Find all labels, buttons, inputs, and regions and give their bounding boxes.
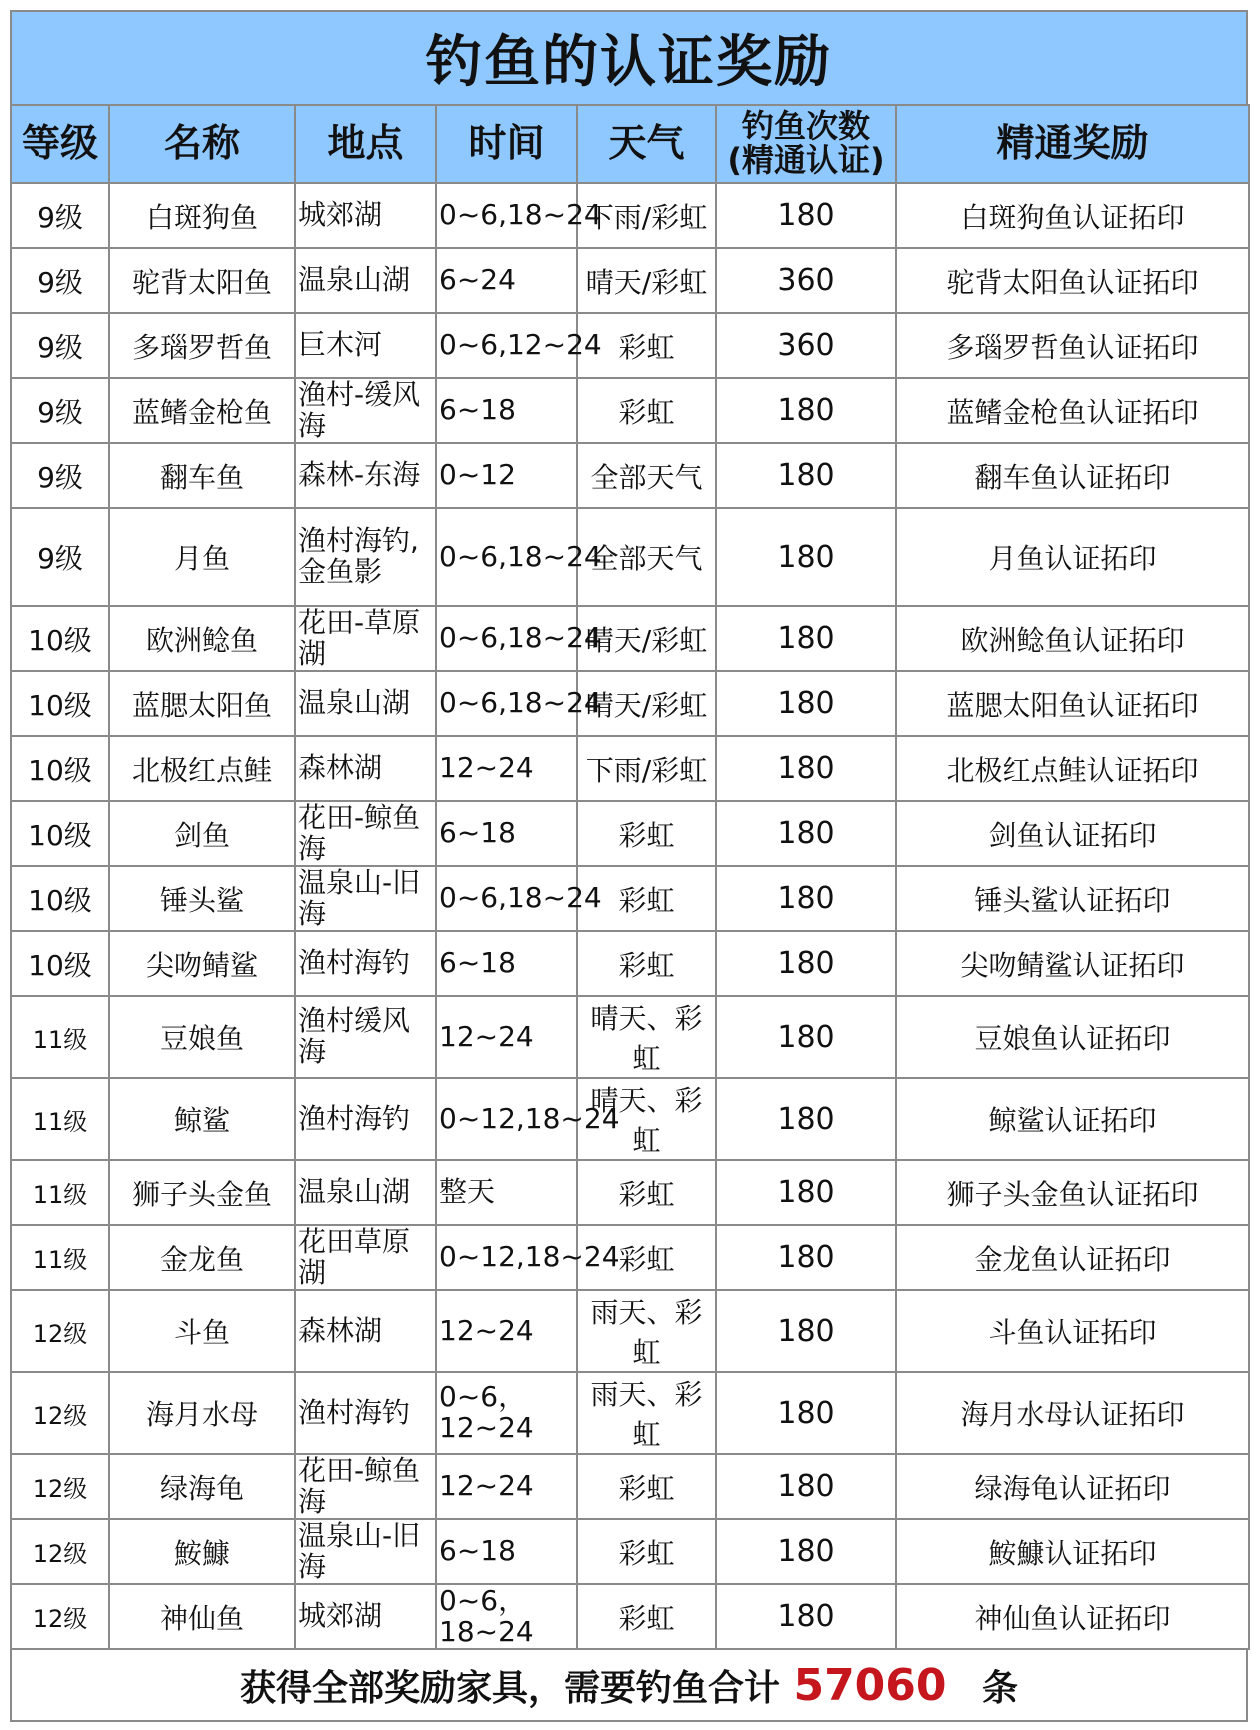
- cell-name: 翻车鱼: [109, 443, 295, 508]
- cell-location: 渔村海钓: [295, 931, 436, 996]
- cell-weather: 彩虹: [577, 801, 716, 866]
- cell-level: 11级: [11, 1225, 109, 1290]
- cell-weather: 全部天气: [577, 508, 716, 606]
- cell-reward: 神仙鱼认证拓印: [896, 1584, 1249, 1649]
- cell-count: 180: [716, 183, 896, 248]
- cell-weather: 彩虹: [577, 1454, 716, 1519]
- cell-weather: 彩虹: [577, 1160, 716, 1225]
- cell-time: 6~18: [436, 378, 577, 443]
- cell-name: 狮子头金鱼: [109, 1160, 295, 1225]
- header-count-line2: (精通认证): [727, 141, 885, 179]
- table-row: [11, 1454, 1249, 1519]
- cell-weather: 晴天/彩虹: [577, 606, 716, 671]
- cell-count: 180: [716, 736, 896, 801]
- cell-time: 0~6,18~24: [436, 671, 577, 736]
- cell-time: 整天: [436, 1160, 577, 1225]
- cell-location: 森林湖: [295, 1290, 436, 1372]
- cell-level: 9级: [11, 313, 109, 378]
- cell-time: 6~18: [436, 1519, 577, 1584]
- reward-sheet: [10, 10, 1248, 1722]
- cell-count: 180: [716, 606, 896, 671]
- cell-name: 北极红点鲑: [109, 736, 295, 801]
- header-name: 名称: [109, 105, 295, 183]
- cell-count: 180: [716, 1584, 896, 1649]
- cell-time: 0~6,18~24: [436, 606, 577, 671]
- table-row: [11, 606, 1249, 671]
- cell-weather: 彩虹: [577, 866, 716, 931]
- cell-name: 绿海龟: [109, 1454, 295, 1519]
- table-row: [11, 996, 1249, 1078]
- cell-weather: 彩虹: [577, 313, 716, 378]
- header-reward: 精通奖励: [896, 105, 1249, 183]
- cell-count: 360: [716, 313, 896, 378]
- cell-reward: 翻车鱼认证拓印: [896, 443, 1249, 508]
- table-row: [11, 1290, 1249, 1372]
- cell-reward: 蓝鳍金枪鱼认证拓印: [896, 378, 1249, 443]
- cell-weather: 彩虹: [577, 378, 716, 443]
- cell-location: 花田-鲸鱼海: [295, 1454, 436, 1519]
- cell-count: 180: [716, 866, 896, 931]
- table-body: [11, 183, 1249, 1649]
- cell-name: 剑鱼: [109, 801, 295, 866]
- cell-level: 10级: [11, 801, 109, 866]
- cell-location: 渔村海钓: [295, 1372, 436, 1454]
- cell-count: 180: [716, 1454, 896, 1519]
- cell-name: 斗鱼: [109, 1290, 295, 1372]
- cell-time: 0~6,12~24: [436, 313, 577, 378]
- cell-weather: 晴天/彩虹: [577, 248, 716, 313]
- cell-level: 12级: [11, 1454, 109, 1519]
- cell-name: 尖吻鲭鲨: [109, 931, 295, 996]
- cell-level: 9级: [11, 508, 109, 606]
- cell-reward: 月鱼认证拓印: [896, 508, 1249, 606]
- reward-table: [10, 104, 1250, 1650]
- header-time: 时间: [436, 105, 577, 183]
- cell-location: 花田-鲸鱼海: [295, 801, 436, 866]
- cell-location: 渔村海钓,金鱼影: [295, 508, 436, 606]
- header-weather: 天气: [577, 105, 716, 183]
- cell-location: 森林-东海: [295, 443, 436, 508]
- cell-level: 10级: [11, 931, 109, 996]
- summary-unit: 条: [982, 1667, 1019, 1709]
- cell-location: 城郊湖: [295, 183, 436, 248]
- cell-reward: 白斑狗鱼认证拓印: [896, 183, 1249, 248]
- cell-weather: 下雨/彩虹: [577, 736, 716, 801]
- cell-location: 城郊湖: [295, 1584, 436, 1649]
- cell-count: 180: [716, 1372, 896, 1454]
- header-row: [11, 105, 1249, 183]
- cell-reward: 鮟鱇认证拓印: [896, 1519, 1249, 1584]
- cell-level: 10级: [11, 866, 109, 931]
- table-row: [11, 378, 1249, 443]
- cell-weather: 全部天气: [577, 443, 716, 508]
- cell-time: 12~24: [436, 996, 577, 1078]
- cell-count: 180: [716, 1078, 896, 1160]
- summary-label: 获得全部奖励家具，需要钓鱼合计: [239, 1667, 780, 1709]
- cell-time: 0~6，12~24: [436, 1372, 577, 1454]
- table-row: [11, 1584, 1249, 1649]
- cell-time: 12~24: [436, 1454, 577, 1519]
- cell-name: 鮟鱇: [109, 1519, 295, 1584]
- cell-level: 9级: [11, 443, 109, 508]
- cell-time: 6~18: [436, 801, 577, 866]
- table-row: [11, 183, 1249, 248]
- cell-name: 欧洲鲶鱼: [109, 606, 295, 671]
- cell-level: 12级: [11, 1584, 109, 1649]
- cell-reward: 欧洲鲶鱼认证拓印: [896, 606, 1249, 671]
- cell-level: 10级: [11, 606, 109, 671]
- table-row: [11, 508, 1249, 606]
- cell-level: 11级: [11, 996, 109, 1078]
- cell-time: 0~6,18~24: [436, 183, 577, 248]
- cell-level: 11级: [11, 1160, 109, 1225]
- cell-time: 12~24: [436, 736, 577, 801]
- cell-count: 180: [716, 801, 896, 866]
- cell-weather: 晴天、彩虹: [577, 1078, 716, 1160]
- cell-weather: 下雨/彩虹: [577, 183, 716, 248]
- cell-time: 0~12,18~24: [436, 1078, 577, 1160]
- cell-name: 月鱼: [109, 508, 295, 606]
- cell-time: 0~12: [436, 443, 577, 508]
- table-row: [11, 1519, 1249, 1584]
- cell-reward: 北极红点鲑认证拓印: [896, 736, 1249, 801]
- table-row: [11, 801, 1249, 866]
- cell-name: 锤头鲨: [109, 866, 295, 931]
- cell-count: 180: [716, 508, 896, 606]
- cell-count: 180: [716, 671, 896, 736]
- table-row: [11, 736, 1249, 801]
- cell-time: 6~18: [436, 931, 577, 996]
- cell-weather: 彩虹: [577, 1519, 716, 1584]
- header-location: 地点: [295, 105, 436, 183]
- cell-reward: 海月水母认证拓印: [896, 1372, 1249, 1454]
- cell-weather: 彩虹: [577, 1225, 716, 1290]
- cell-weather: 晴天/彩虹: [577, 671, 716, 736]
- cell-reward: 金龙鱼认证拓印: [896, 1225, 1249, 1290]
- cell-location: 渔村海钓: [295, 1078, 436, 1160]
- cell-name: 蓝鳍金枪鱼: [109, 378, 295, 443]
- cell-count: 180: [716, 1225, 896, 1290]
- cell-count: 180: [716, 1519, 896, 1584]
- cell-count: 180: [716, 378, 896, 443]
- cell-weather: 雨天、彩虹: [577, 1290, 716, 1372]
- cell-count: 180: [716, 931, 896, 996]
- cell-location: 渔村-缓风海: [295, 378, 436, 443]
- cell-level: 11级: [11, 1078, 109, 1160]
- cell-name: 鲸鲨: [109, 1078, 295, 1160]
- cell-weather: 雨天、彩虹: [577, 1372, 716, 1454]
- cell-weather: 彩虹: [577, 931, 716, 996]
- table-row: [11, 1372, 1249, 1454]
- page-title: 钓鱼的认证奖励: [10, 10, 1248, 104]
- cell-level: 12级: [11, 1290, 109, 1372]
- cell-reward: 锤头鲨认证拓印: [896, 866, 1249, 931]
- cell-reward: 剑鱼认证拓印: [896, 801, 1249, 866]
- cell-reward: 驼背太阳鱼认证拓印: [896, 248, 1249, 313]
- cell-time: 12~24: [436, 1290, 577, 1372]
- cell-time: 0~6,18~24: [436, 866, 577, 931]
- header-count-line1: 钓鱼次数: [741, 107, 870, 146]
- cell-name: 海月水母: [109, 1372, 295, 1454]
- table-row: [11, 671, 1249, 736]
- cell-location: 花田-草原湖: [295, 606, 436, 671]
- cell-location: 温泉山湖: [295, 671, 436, 736]
- cell-reward: 绿海龟认证拓印: [896, 1454, 1249, 1519]
- cell-count: 180: [716, 1290, 896, 1372]
- cell-location: 渔村缓风海: [295, 996, 436, 1078]
- cell-location: 花田草原湖: [295, 1225, 436, 1290]
- cell-location: 森林湖: [295, 736, 436, 801]
- header-level: 等级: [11, 105, 109, 183]
- cell-location: 巨木河: [295, 313, 436, 378]
- cell-time: 0~6，18~24: [436, 1584, 577, 1649]
- cell-name: 驼背太阳鱼: [109, 248, 295, 313]
- cell-time: 0~6,18~24: [436, 508, 577, 606]
- cell-reward: 豆娘鱼认证拓印: [896, 996, 1249, 1078]
- cell-reward: 斗鱼认证拓印: [896, 1290, 1249, 1372]
- cell-weather: 晴天、彩虹: [577, 996, 716, 1078]
- cell-location: 温泉山湖: [295, 1160, 436, 1225]
- cell-reward: 尖吻鲭鲨认证拓印: [896, 931, 1249, 996]
- cell-count: 360: [716, 248, 896, 313]
- cell-level: 10级: [11, 736, 109, 801]
- cell-reward: 蓝腮太阳鱼认证拓印: [896, 671, 1249, 736]
- cell-level: 9级: [11, 378, 109, 443]
- cell-level: 9级: [11, 248, 109, 313]
- cell-name: 多瑙罗哲鱼: [109, 313, 295, 378]
- cell-level: 9级: [11, 183, 109, 248]
- cell-name: 白斑狗鱼: [109, 183, 295, 248]
- cell-count: 180: [716, 1160, 896, 1225]
- table-row: [11, 1160, 1249, 1225]
- cell-reward: 多瑙罗哲鱼认证拓印: [896, 313, 1249, 378]
- cell-time: 0~12,18~24: [436, 1225, 577, 1290]
- cell-level: 12级: [11, 1372, 109, 1454]
- table-row: [11, 1225, 1249, 1290]
- table-row: [11, 931, 1249, 996]
- table-row: [11, 313, 1249, 378]
- header-count: [716, 105, 896, 183]
- cell-count: 180: [716, 996, 896, 1078]
- cell-name: 神仙鱼: [109, 1584, 295, 1649]
- summary-footer: [10, 1650, 1248, 1722]
- cell-reward: 鲸鲨认证拓印: [896, 1078, 1249, 1160]
- summary-total: 57060: [793, 1659, 947, 1711]
- cell-level: 12级: [11, 1519, 109, 1584]
- cell-location: 温泉山-旧海: [295, 1519, 436, 1584]
- cell-name: 金龙鱼: [109, 1225, 295, 1290]
- cell-weather: 彩虹: [577, 1584, 716, 1649]
- cell-count: 180: [716, 443, 896, 508]
- cell-time: 6~24: [436, 248, 577, 313]
- table-row: [11, 866, 1249, 931]
- table-row: [11, 248, 1249, 313]
- cell-location: 温泉山-旧海: [295, 866, 436, 931]
- cell-level: 10级: [11, 671, 109, 736]
- table-row: [11, 1078, 1249, 1160]
- cell-name: 豆娘鱼: [109, 996, 295, 1078]
- cell-reward: 狮子头金鱼认证拓印: [896, 1160, 1249, 1225]
- table-row: [11, 443, 1249, 508]
- cell-location: 温泉山湖: [295, 248, 436, 313]
- cell-name: 蓝腮太阳鱼: [109, 671, 295, 736]
